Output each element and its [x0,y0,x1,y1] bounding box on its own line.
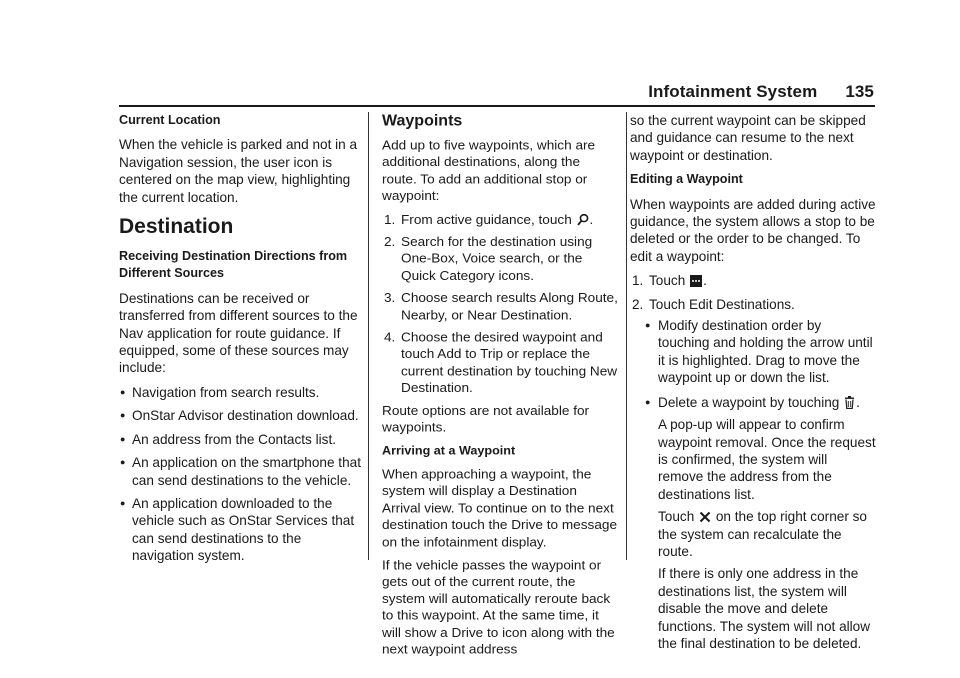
list-item [630,394,876,653]
column-2 [382,112,618,664]
editing-text: When waypoints are added during active guidance, the system allows a stop to be deleted or the order to be changed. To edit a waypoint: [630,196,876,264]
sources-list [119,384,365,565]
column-divider [626,112,627,560]
step-number: 2. [632,296,644,312]
step-number: 1. [384,212,396,227]
list-item: ● Modify destination order by touching and holding the arrow until it is highlighted. Drag to move the waypoint up or down the list. [630,317,876,387]
list-item [382,211,618,228]
column-3 [630,112,876,659]
list-item: ● Navigation from search results. [119,384,365,401]
delete-cont-text: A pop-up will appear to confirm waypoint removal. Once the request is confirmed, the system will remove the address from the destinations list. [658,417,876,502]
page-number: 135 [845,82,874,101]
list-item: ● An application on the smartphone that can send destinations to the vehicle. [119,454,365,489]
page-header [648,82,874,102]
only-one-text: If there is only one address in the destinations list, the system will disable the move and delete functions. The system will not allow the final destination to be deleted. [658,566,871,651]
destination-list-icon [690,275,702,287]
list-item: ● OnStar Advisor destination download. [119,407,365,424]
step-text: Touch Edit Destinations. [649,296,795,312]
step-number: 1. [632,273,644,289]
step-number: 3. [384,290,396,306]
step-text-end: . [703,273,707,289]
step-text-end: . [589,212,594,227]
header-rule [119,105,875,107]
list-item [630,272,876,289]
close-icon [699,511,711,523]
section-title: Infotainment System [648,82,818,101]
route-options-text: Route options are not available for waypoints. [382,403,590,435]
step-text: Touch [649,273,686,289]
trash-icon [844,396,855,409]
arriving-heading: Arriving at a Waypoint [382,443,516,457]
passes-text: If the vehicle passes the waypoint or gets out of the current route, the system will automatically reroute back to this waypoint. At the same time, it will show a Drive to icon along with the next waypoint address [382,557,615,657]
step-number: 4. [384,330,396,345]
list-item [382,329,618,396]
step-text: Search for the destination using One-Box, Voice search, or the Quick Category icons. [401,234,593,283]
step-text: From active guidance, touch [401,212,572,227]
touch-text: Touch [658,509,695,525]
search-icon [577,213,589,226]
list-item [382,234,618,284]
waypoints-intro: Add up to five waypoints, which are additional destinations, along the route. To add an additional stop or waypoint: [382,138,596,203]
receiving-heading: Receiving Destination Directions from Different Sources [119,249,348,281]
list-item: ● An address from the Contacts list. [119,431,365,448]
delete-text: Delete a waypoint by touching [658,394,840,410]
touch-text-end: on the top right corner so the system can recalculate the route. [658,509,867,559]
current-location-heading: Current Location [119,113,221,127]
column-1 [119,112,365,571]
receiving-text: Destinations can be received or transferred from different sources to the Nav application for route guidance. If equipped, some of these sources may include: [119,290,358,376]
step-text: Choose the desired waypoint and touch Add to Trip or replace the current destination by touching New Destination. [401,330,618,396]
step-number: 2. [384,234,396,250]
touch-close-text [658,508,876,560]
arriving-text: When approaching a waypoint, the system will display a Destination Arrival view. To continue on to the next destination touch the Drive to message on the infotainment display. [382,467,618,549]
step-text: Choose search results Along Route, Nearby, or Near Destination. [401,290,618,323]
continued-text: so the current waypoint can be skipped and guidance can resume to the next waypoint or destination. [630,113,866,163]
editing-heading: Editing a Waypoint [630,172,743,187]
waypoint-steps [382,211,618,396]
editing-steps [630,272,876,652]
waypoints-heading: Waypoints [382,112,463,130]
column-divider [368,112,369,560]
delete-text-end: . [856,394,860,410]
list-item: ● An application downloaded to the vehicle such as OnStar Services that can send destinations to the navigation system. [119,495,365,565]
edit-options-list [630,317,876,652]
list-item [382,290,618,324]
destination-heading: Destination [119,215,234,239]
list-item [630,296,876,653]
current-location-text: When the vehicle is parked and not in a Navigation session, the user icon is centered on the map view, highlighting the current location. [119,137,358,205]
